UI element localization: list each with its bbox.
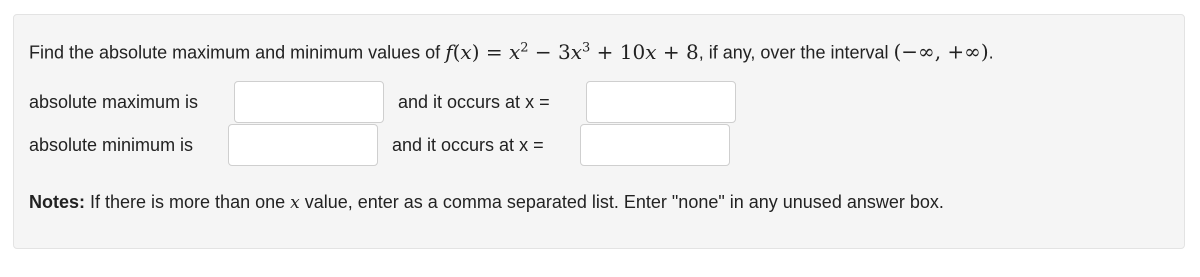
absolute-maximum-label: absolute maximum is <box>29 92 199 112</box>
notes-heading: Notes: <box>29 192 86 212</box>
max-x-input[interactable] <box>586 81 736 123</box>
absolute-minimum-label: absolute minimum is <box>29 135 194 155</box>
question-prefix: Find the absolute maximum and minimum values of <box>29 42 446 63</box>
interval-expression: (−∞, +∞) <box>893 39 989 64</box>
absolute-minimum-input[interactable] <box>228 124 378 166</box>
function-expression: $f(x) = x^2 - 3x^3 + 10x + 8$ <box>445 39 699 64</box>
question-panel <box>13 14 1185 249</box>
question-suffix: , if any, over the interval <box>698 42 894 63</box>
absolute-maximum-input[interactable] <box>234 81 384 123</box>
notes-text: Notes: If there is more than one x value, enter as a comma separated list. Enter "none" in any unused answer box. <box>29 192 944 213</box>
min-x-input[interactable] <box>580 124 730 166</box>
min-occurs-label: and it occurs at x = <box>392 135 544 155</box>
max-occurs-label: and it occurs at x = <box>398 92 550 112</box>
question-text: Find the absolute maximum and minimum values of $f(x) = x^2 - 3x^3 + 10x + 8$, if any, over the interval (−∞, +∞). <box>29 39 994 64</box>
